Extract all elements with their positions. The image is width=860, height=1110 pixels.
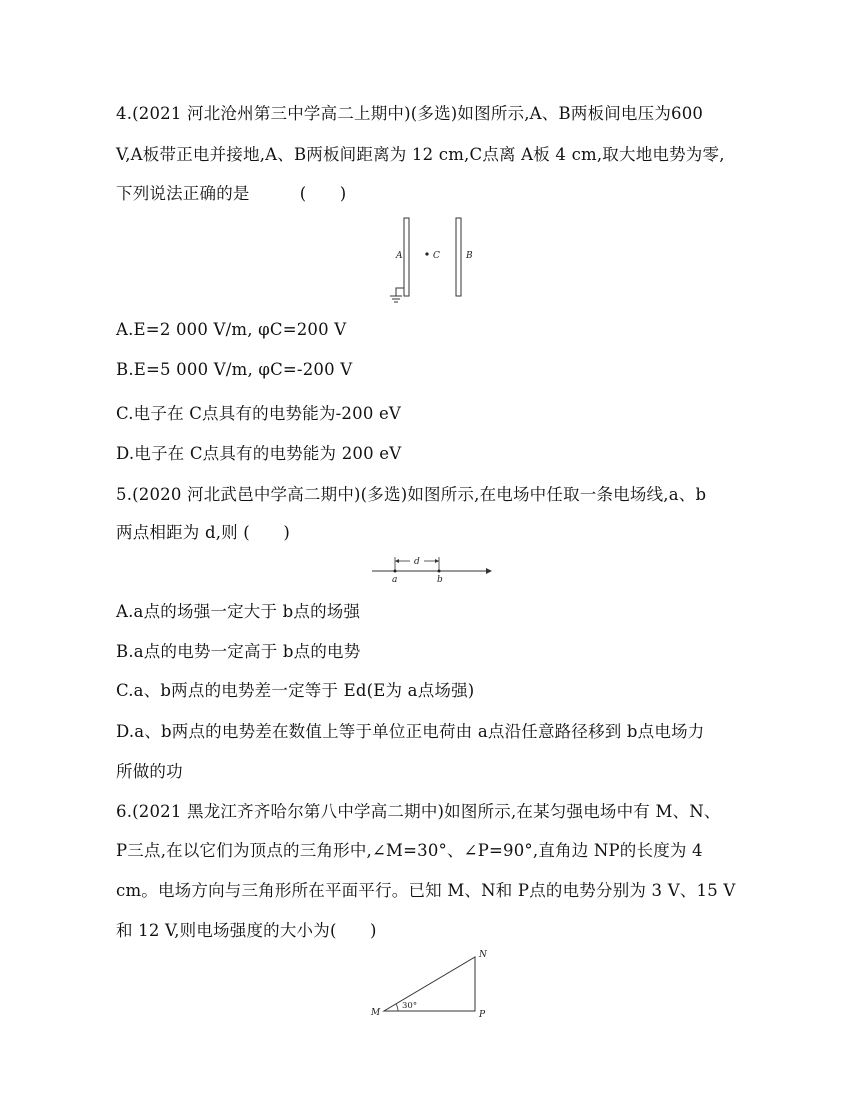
plate-a-label: A bbox=[396, 251, 403, 261]
q4-option-c: C.电子在 C点具有的电势能为-200 eV bbox=[116, 404, 402, 423]
q4-stem-line-3: 下列说法正确的是 ( ) bbox=[116, 184, 347, 203]
vertex-m-label: M bbox=[371, 1008, 381, 1018]
point-c-label: C bbox=[433, 251, 440, 261]
q5-option-c: C.a、b两点的电势差一定等于 Ed(E为 a点场强) bbox=[116, 681, 475, 700]
q5-option-d-line-2: 所做的功 bbox=[116, 762, 183, 781]
point-a-label: a bbox=[392, 575, 398, 585]
point-a bbox=[394, 570, 397, 573]
capacitor-plates-figure bbox=[380, 212, 490, 304]
q4-option-d: D.电子在 C点具有的电势能为 200 eV bbox=[116, 444, 402, 463]
point-b bbox=[438, 570, 441, 573]
q4-option-b: B.E=5 000 V/m, φC=-200 V bbox=[116, 360, 353, 379]
q5-stem-line-2: 两点相距为 d,则 ( ) bbox=[116, 523, 290, 542]
q4-stem-line-2: V,A板带正电并接地,A、B两板间距离为 12 cm,C点离 A板 4 cm,取大地电势为零, bbox=[116, 145, 725, 164]
point-c bbox=[425, 252, 428, 255]
q6-stem-line-4: 和 12 V,则电场强度的大小为( ) bbox=[116, 921, 377, 940]
point-b-label: b bbox=[437, 575, 443, 585]
vertex-n-label: N bbox=[479, 950, 487, 960]
q4-option-a: A.E=2 000 V/m, φC=200 V bbox=[116, 320, 347, 339]
q6-stem-line-3: cm。电场方向与三角形所在平面平行。已知 M、N和 P点的电势分别为 3 V、15 V bbox=[116, 881, 736, 900]
q5-stem-line-1: 5.(2020 河北武邑中学高二期中)(多选)如图所示,在电场中任取一条电场线,a、b bbox=[116, 485, 707, 504]
q5-option-d-line-1: D.a、b两点的电势差在数值上等于单位正电荷由 a点沿任意路径移到 b点电场力 bbox=[116, 722, 705, 741]
q5-option-b: B.a点的电势一定高于 b点的电势 bbox=[116, 642, 361, 661]
angle-arc bbox=[396, 1004, 398, 1011]
q6-stem-line-1: 6.(2021 黑龙江齐齐哈尔第八中学高二期中)如图所示,在某匀强电场中有 M、N、 bbox=[116, 802, 721, 821]
plate-b bbox=[456, 218, 461, 296]
q4-stem-line-1: 4.(2021 河北沧州第三中学高二上期中)(多选)如图所示,A、B两板间电压为600 bbox=[116, 104, 704, 123]
q5-option-a: A.a点的场强一定大于 b点的场强 bbox=[116, 602, 361, 621]
ground-symbol bbox=[390, 288, 404, 302]
plate-b-label: B bbox=[466, 251, 473, 261]
field-line-figure bbox=[370, 553, 495, 585]
distance-d-label: d bbox=[414, 557, 420, 567]
angle-label: 30° bbox=[402, 1001, 418, 1011]
triangle-mnp bbox=[384, 957, 475, 1011]
q6-stem-line-2: P三点,在以它们为顶点的三角形中,∠M=30°、∠P=90°,直角边 NP的长度为 4 bbox=[116, 841, 703, 860]
plate-a bbox=[404, 218, 409, 296]
vertex-p-label: P bbox=[479, 1010, 486, 1020]
triangle-figure bbox=[365, 945, 495, 1025]
